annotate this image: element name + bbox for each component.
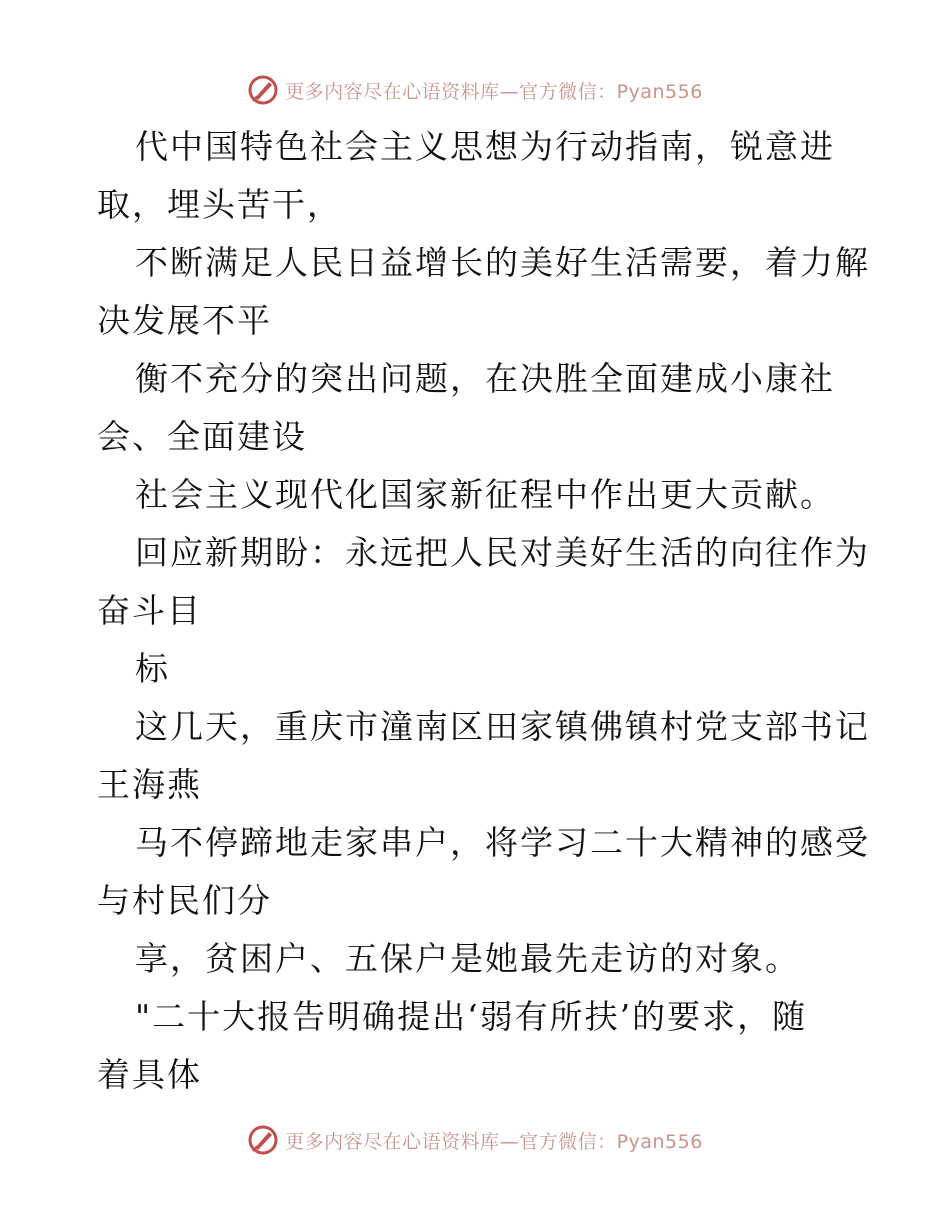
text-line: 不断满足人民日益增长的美好生活需要，着力解 — [135, 243, 870, 282]
banner-text: 更多内容尽在心语资料库—官方微信：Pyan556 — [285, 80, 703, 103]
text-line: 这几天，重庆市潼南区田家镇佛镇村党支部书记 — [135, 707, 870, 746]
text-line: 着具体 — [97, 1055, 202, 1094]
text-line: 回应新期盼：永远把人民对美好生活的向往作为 — [135, 533, 870, 572]
text-line: 会、全面建设 — [97, 417, 307, 456]
document-body — [97, 118, 870, 1104]
text-line: 决发展不平 — [97, 301, 272, 340]
quill-pen-logo-icon — [247, 74, 279, 106]
text-line: 取，埋头苦干， — [97, 185, 342, 224]
text-line: "二十大报告明确提出‘弱有所扶’的要求，随 — [135, 997, 808, 1036]
text-line: 享，贫困户、五保户是她最先走访的对象。 — [135, 939, 800, 978]
quill-pen-logo-icon — [247, 1124, 279, 1156]
header-banner — [0, 70, 950, 110]
text-line: 马不停蹄地走家串户，将学习二十大精神的感受 — [135, 823, 870, 862]
text-line: 王海燕 — [97, 765, 202, 804]
text-line: 社会主义现代化国家新征程中作出更大贡献。 — [135, 475, 835, 514]
footer-banner — [0, 1120, 950, 1160]
banner-text: 更多内容尽在心语资料库—官方微信：Pyan556 — [285, 1130, 703, 1153]
text-line: 标 — [135, 649, 170, 688]
text-line: 衡不充分的突出问题，在决胜全面建成小康社 — [135, 359, 835, 398]
text-line: 代中国特色社会主义思想为行动指南，锐意进 — [135, 127, 835, 166]
text-line: 奋斗目 — [97, 591, 202, 630]
text-line: 与村民们分 — [97, 881, 272, 920]
